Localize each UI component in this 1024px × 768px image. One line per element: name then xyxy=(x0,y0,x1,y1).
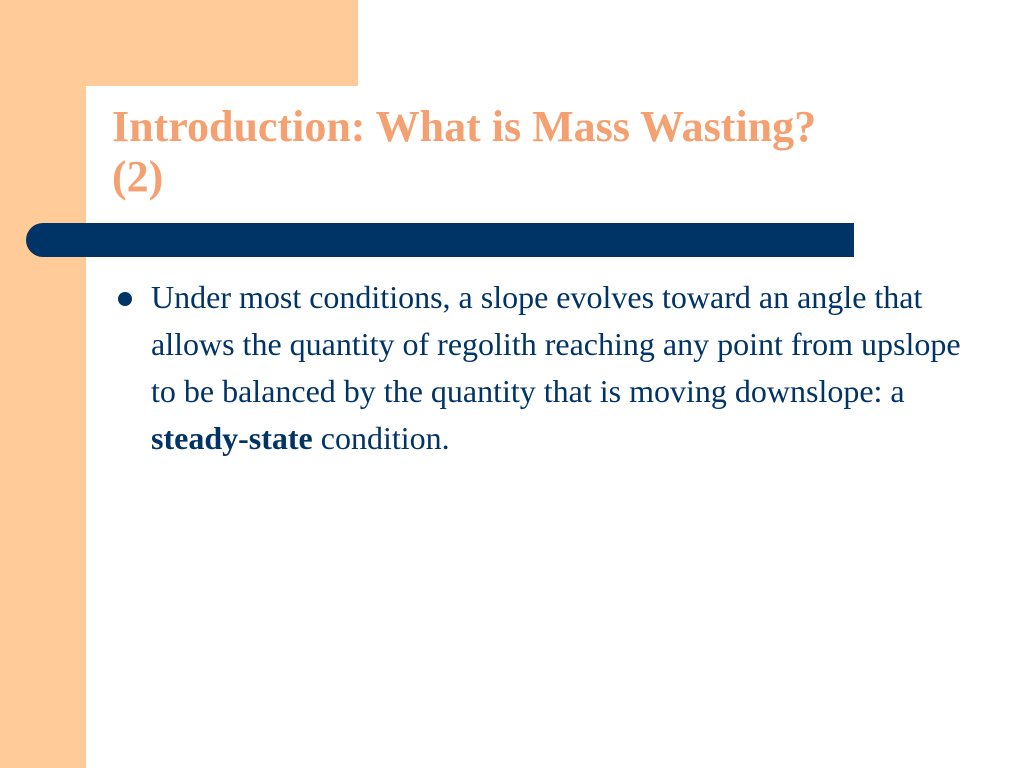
title-divider-bar xyxy=(26,223,854,257)
bullet-text-end: condition. xyxy=(312,420,450,456)
accent-strip-left xyxy=(0,0,86,768)
slide-title xyxy=(112,102,992,202)
accent-block-top xyxy=(0,0,358,86)
bullet-item xyxy=(112,274,972,462)
slide-title-line-2: (2) xyxy=(112,152,164,201)
bullet-text: Under most conditions, a slope evolves toward an angle that allows the quantity of regolith reaching any point from upslope to be balanced by the quantity that is moving downslope: a xyxy=(151,279,961,409)
bullet-list xyxy=(112,274,972,462)
bullet-emphasis: steady-state xyxy=(151,420,313,456)
slide-title-line-1: Introduction: What is Mass Wasting? xyxy=(112,102,817,151)
bullet-dot-icon xyxy=(118,292,132,306)
